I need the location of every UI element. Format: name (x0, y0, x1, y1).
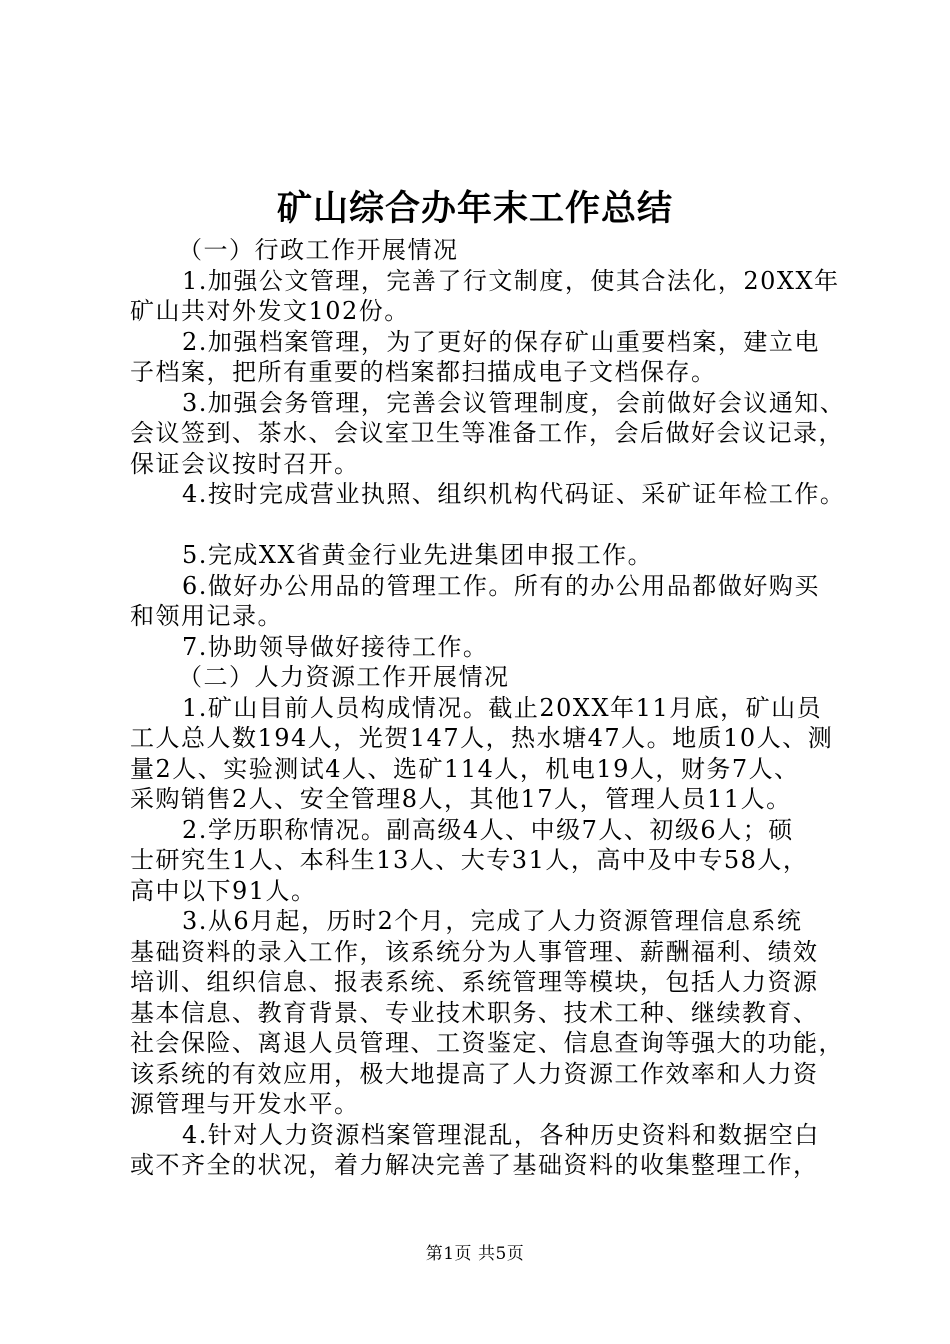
paragraph-line: 3.从6月起，历时2个月，完成了人力资源管理信息系统 (182, 907, 803, 935)
paragraph-line: 矿山共对外发文102份。 (130, 297, 410, 325)
paragraph-line: 社会保险、离退人员管理、工资鉴定、信息查询等强大的功能， (130, 1029, 844, 1057)
paragraph-line: 量2人、实验测试4人、选矿114人，机电19人，财务7人、 (130, 754, 800, 783)
paragraph-line: 1.加强公文管理，完善了行文制度，使其合法化，20XX年 (182, 266, 840, 295)
document-body (130, 235, 846, 1181)
paragraph-line: 高中以下91人。 (130, 876, 317, 905)
paragraph-line: 会议签到、茶水、会议室卫生等准备工作，会后做好会议记录， (130, 419, 844, 447)
paragraph-line: 该系统的有效应用，极大地提高了人力资源工作效率和人力资 (130, 1059, 819, 1088)
paragraph-line: 1.矿山目前人员构成情况。截止20XX年11月底，矿山员 (182, 693, 823, 722)
paragraph-line: 保证会议按时召开。 (130, 449, 360, 478)
paragraph-line: 2.学历职称情况。副高级4人、中级7人、初级6人；硕 (182, 815, 794, 844)
paragraph-line: 基础资料的录入工作，该系统分为人事管理、薪酬福利、绩效 (130, 937, 819, 966)
paragraph-line: 士研究生1人、本科生13人、大专31人，高中及中专58人， (130, 846, 809, 874)
paragraph-line: 和领用记录。 (130, 602, 283, 630)
paragraph-line: （一）行政工作开展情况 (178, 236, 459, 264)
blank-line (130, 510, 846, 541)
paragraph-line: 5.完成XX省黄金行业先进集团申报工作。 (182, 541, 654, 569)
paragraph-line: 3.加强会务管理，完善会议管理制度，会前做好会议通知、 (182, 388, 846, 417)
paragraph-line: 4.按时完成营业执照、组织机构代码证、采矿证年检工作。 (182, 480, 846, 508)
paragraph-line: 子档案，把所有重要的档案都扫描成电子文档保存。 (130, 358, 717, 386)
paragraph-line: 基本信息、教育背景、专业技术职务、技术工种、继续教育、 (130, 998, 819, 1027)
paragraph-line: 培训、组织信息、报表系统、系统管理等模块，包括人力资源 (130, 968, 819, 996)
page-footer: 第1页 共5页 (425, 1244, 525, 1264)
paragraph-line: （二）人力资源工作开展情况 (178, 663, 510, 691)
paragraph-line: 采购销售2人、安全管理8人，其他17人，管理人员11人。 (130, 785, 792, 813)
paragraph-line: 工人总人数194人，光贺147人，热水塘47人。地质10人、测 (130, 724, 834, 752)
paragraph-line: 或不齐全的状况，着力解决完善了基础资料的收集整理工作， (130, 1151, 819, 1179)
document-title: 矿山综合办年末工作总结 (276, 189, 673, 229)
paragraph-line: 2.加强档案管理，为了更好的保存矿山重要档案，建立电 (182, 327, 820, 356)
paragraph-line: 4.针对人力资源档案管理混乱，各种历史资料和数据空白 (182, 1120, 820, 1149)
paragraph-line: 源管理与开发水平。 (130, 1090, 360, 1118)
paragraph-line: 7.协助领导做好接待工作。 (182, 632, 489, 661)
paragraph-line: 6.做好办公用品的管理工作。所有的办公用品都做好购买 (182, 571, 820, 600)
